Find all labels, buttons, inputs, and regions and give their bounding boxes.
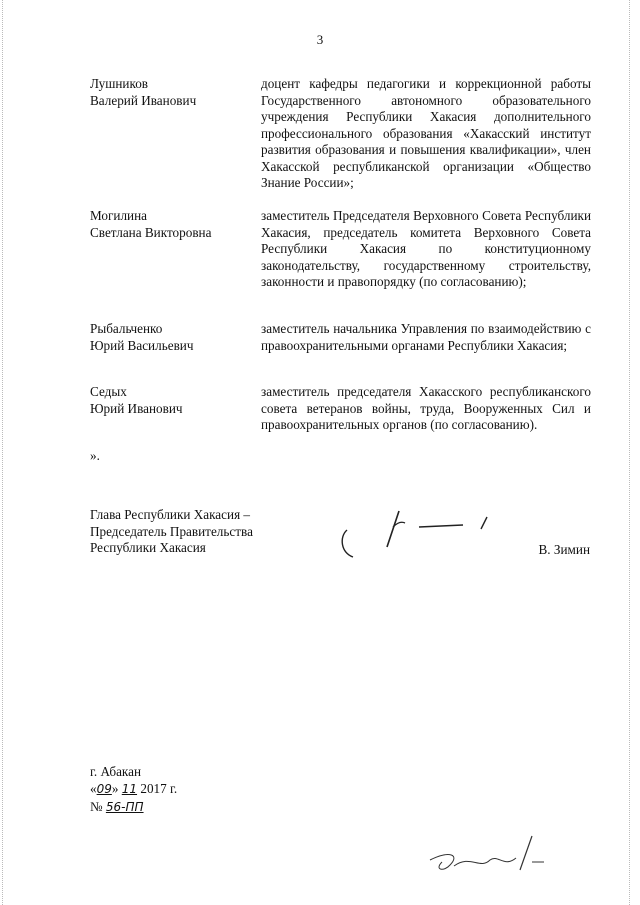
approval-signature-mark bbox=[420, 830, 560, 890]
signer-title bbox=[90, 507, 290, 557]
member-name bbox=[90, 384, 250, 417]
member-surname: Могилина bbox=[90, 208, 148, 223]
document-date: «09» 11 2017 г. bbox=[90, 781, 178, 796]
signer-title-line: Глава Республики Хакасия – bbox=[90, 507, 251, 522]
member-description: заместитель начальника Управления по взаимодействию с правоохранительными органами Республики Хакасия; bbox=[261, 321, 591, 353]
member-description: заместитель председателя Хакасского республиканского совета ветеранов войны, труда, Вооруженных Сил и правоохранительных органов (по согласованию). bbox=[261, 384, 591, 432]
left-page-edge bbox=[2, 0, 7, 905]
member-name bbox=[90, 208, 250, 241]
page-number: 3 bbox=[316, 32, 324, 47]
signer-name: В. Зимин bbox=[538, 542, 590, 557]
signer-title-line: Председатель Правительства bbox=[90, 523, 253, 539]
member-surname: Рыбальченко bbox=[90, 321, 163, 336]
date-year: 2017 г. bbox=[140, 781, 178, 796]
document-number: № 56-ПП bbox=[90, 799, 144, 814]
member-given-names: Валерий Иванович bbox=[90, 92, 197, 108]
member-surname: Седых bbox=[90, 384, 127, 399]
signer-title-line: Республики Хакасия bbox=[90, 540, 206, 555]
member-description: доцент кафедры педагогики и коррекционной работы Государственного автономного образовательного учреждения Республики Хакасия дополнительного профессионального образования «Хакасский институт развития образования и повышения квалификации», член Хакасской республиканской организации «Общество Знание России»; bbox=[261, 76, 591, 190]
member-name bbox=[90, 321, 250, 354]
city: г. Абакан bbox=[90, 764, 142, 779]
closing-quote: ». bbox=[90, 448, 100, 463]
date-month: 11 bbox=[121, 782, 138, 796]
date-day: 09 bbox=[96, 782, 112, 796]
member-given-names: Юрий Васильевич bbox=[90, 337, 194, 353]
number-value: 56-ПП bbox=[105, 800, 144, 814]
member-surname: Лушников bbox=[90, 76, 149, 91]
member-name bbox=[90, 76, 250, 109]
document-place-date bbox=[90, 763, 177, 816]
handwritten-signature bbox=[335, 505, 505, 565]
member-description: заместитель Председателя Верховного Совета Республики Хакасия, председатель комитета Верховного Совета Республики Хакасия по конституционному законодательству, государственному строительству, законности и правопорядку (по согласованию); bbox=[261, 208, 591, 289]
member-given-names: Юрий Иванович bbox=[90, 400, 183, 416]
right-page-edge bbox=[625, 0, 630, 905]
member-given-names: Светлана Викторовна bbox=[90, 224, 212, 240]
